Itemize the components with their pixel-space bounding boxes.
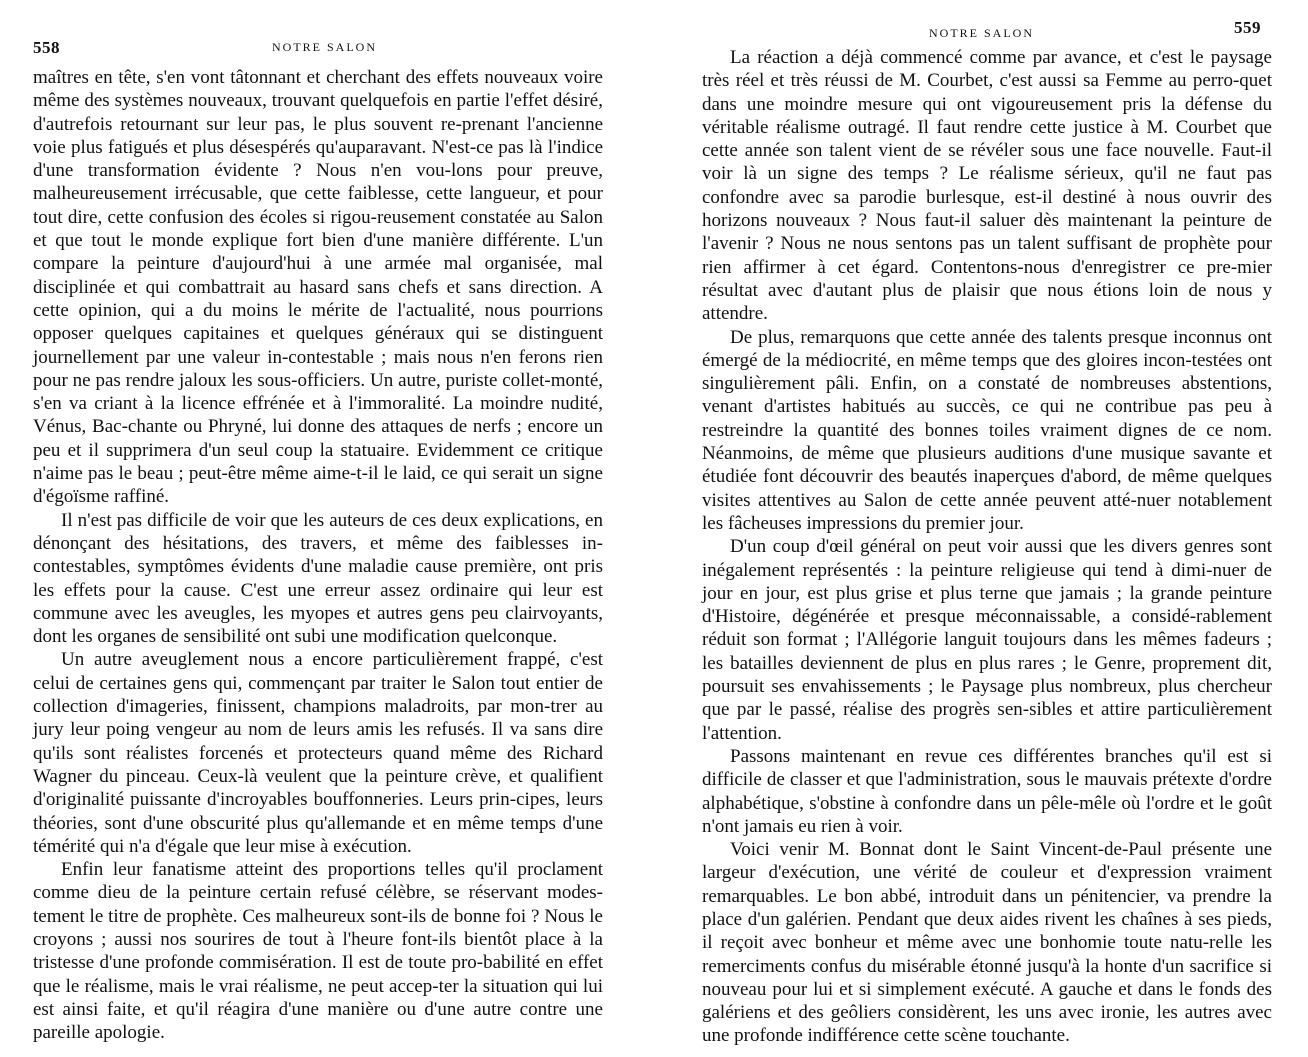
right-page: [654, 0, 1308, 1057]
paragraph: Enfin leur fanatisme atteint des proportions telles qu'il proclament comme dieu de la peinture certain refusé célèbre, se réservant modes-tement le titre de prophète. Ces malheureux sont-ils de bonne foi ? Nous le croyons ; aussi nos sourires de tout à l'heure font-ils bientôt place à la tristesse d'une profonde commisération. Il est de toute pro-babilité en effet que le réalisme, mais le vrai réalisme, ne peut accep-ter la situation qui lui est ainsi faite, et qu'il réagira d'une manière ou d'une autre contre une pareille apologie.: [33, 859, 603, 1044]
paragraph: La réaction a déjà commencé comme par avance, et c'est le paysage très réel et très réussi de M. Courbet, c'est aussi sa Femme au perro-quet dans une moindre mesure qui ont vigoureusement pris la défense du véritable réalisme outragé. Il faut rendre cette justice à M. Courbet que cette année son talent vient de se révéler sous une face nouvelle. Faut-il voir là un signe des temps ? Le réalisme sérieux, qu'il ne faut pas confondre avec sa parodie burlesque, est-il destiné à nous ouvrir des horizons nouveaux ? Nous faut-il saluer dès maintenant la peinture de l'avenir ? Nous ne nous sentons pas un talent suffisant de prophète pour rien affirmer à cet égard. Contentons-nous d'enregistrer ce pre-mier résultat avec d'autant plus de plaisir que nous étions loin de nous y attendre.: [702, 47, 1272, 325]
paragraph: De plus, remarquons que cette année des talents presque inconnus ont émergé de la médiocrité, en même temps que des gloires incon-testées ont singulièrement pâli. Enfin, on a constaté de nombreuses abstentions, venant d'artistes habitués au succès, ce qui ne contribue pas peu à restreindre la quantité des bonnes toiles vraiment dignes de ce nom. Néanmoins, de même que plusieurs auditions d'une musique savante et étudiée font découvrir des beautés inaperçues d'abord, de même quelques visites attentives au Salon de cette année peuvent atté-nuer notablement les fâcheuses impressions du premier jour.: [702, 326, 1272, 534]
paragraph: maîtres en tête, s'en vont tâtonnant et cherchant des effets nouveaux voire même des systèmes nouveaux, trouvant quelquefois en partie l'effet désiré, d'autrefois retournant sur leur pas, le plus souvent re-prenant l'ancienne voie plus fatigués et plus désespérés qu'auparavant. N'est-ce pas là l'indice d'une transformation évidente ? Nous n'en vou-lons pour preuve, malheureusement irrécusable, que cette faiblesse, cette langueur, et pour tout dire, cette confusion des écoles si rigou-reusement constatée au Salon et que tout le monde explique fort bien d'une manière différente. L'un compare la peinture d'aujourd'hui à une armée mal organisée, mal disciplinée et qui combattrait au hasard sans chefs et sans direction. A cette opinion, qui a du moins le mérite de l'actualité, nous pourrions opposer quelques capitaines et quelques généraux qui se distinguent journellement par une valeur in-contestable ; mais nous n'en ferons rien pour ne pas rendre jaloux les sous-officiers. Un autre, puriste collet-monté, s'en va criant à la licence effrénée et à l'immoralité. La moindre nudité, Vénus, Bac-chante ou Phryné, lui donne des attaques de nerfs ; encore un peu et il supprimera d'un seul coup la statuaire. Evidemment ce critique n'aime pas le beau ; peut-être même aime-t-il le laid, ce qui serait un signe d'égoïsme raffiné.: [33, 67, 603, 508]
paragraph: Un autre aveuglement nous a encore particulièrement frappé, c'est celui de certaines gens qui, commençant par traiter le Salon tout entier de collection d'imageries, finissent, champions maladroits, par mon-trer au jury leur poing vengeur au nom de leurs amis les refusés. Il va sans dire qu'ils sont réalistes forcenés et protecteurs quand même des Richard Wagner du pinceau. Ceux-là veulent que la peinture crève, et qualifient d'originalité puissante d'incroyables bouffonneries. Leurs prin-cipes, leurs théories, sont d'une obscurité plus qu'allemande et en même temps d'une témérité qui n'a d'égale que leur mise à exécution.: [33, 649, 603, 857]
paragraph: Passons maintenant en revue ces différentes branches qu'il est si difficile de classer et que l'administration, sous le mauvais prétexte d'ordre alphabétique, s'obstine à confondre dans un pêle-mêle où l'ordre et le goût n'ont jamais eu rien à voir.: [702, 745, 1272, 837]
page-number: 558: [33, 38, 60, 57]
paragraph: D'un coup d'œil général on peut voir aussi que les divers genres sont inégalement représentés : la peinture religieuse qui tend à dimi-nuer de jour en jour, est plus grise et plus terne que jamais ; la grande peinture d'Histoire, dégénérée et presque méconnaissable, a considé-rablement réduit son format ; l'Allégorie languit toujours dans les mêmes fadeurs ; les batailles deviennent de plus en plus rares ; le Genre, proprement dit, poursuit ses envahissements ; le Paysage plus nombreux, plus chercheur que par le passé, réalise des progrès sen-sibles et attire particulièrement l'attention.: [702, 536, 1272, 744]
page-number: 559: [1234, 18, 1261, 37]
text-column: [33, 66, 603, 1044]
running-head: NOTRE SALON: [929, 26, 1034, 40]
running-head: NOTRE SALON: [272, 40, 377, 54]
paragraph: Il n'est pas difficile de voir que les auteurs de ces deux explications, en dénonçant des hésitations, des travers, et même des faiblesses in-contestables, symptômes évidents d'une maladie cause première, ont pris les effets pour la cause. C'est une erreur assez ordinaire qui leur est commune avec les aveugles, les myopes et autres gens peu clairvoyants, dont les organes de sensibilité ont subi une modification quelconque.: [33, 509, 603, 648]
text-column: [702, 46, 1272, 1048]
paragraph: Voici venir M. Bonnat dont le Saint Vincent-de-Paul présente une largeur d'exécution, une vérité de couleur et d'expression vraiment remarquables. Le bon abbé, introduit dans un pénitencier, va prendre la place d'un galérien. Pendant que deux aides rivent les chaînes à ses pieds, il reçoit avec bonheur et même avec une bonhomie toute natu-relle les remerciments confus du misérable étonné jusqu'à la honte d'un sacrifice si nouveau pour lui et si simplement exécuté. A gauche et dans le fonds des galériens et des geôliers considèrent, les uns avec ironie, les autres avec une profonde indifférence cette scène touchante.: [702, 839, 1272, 1047]
